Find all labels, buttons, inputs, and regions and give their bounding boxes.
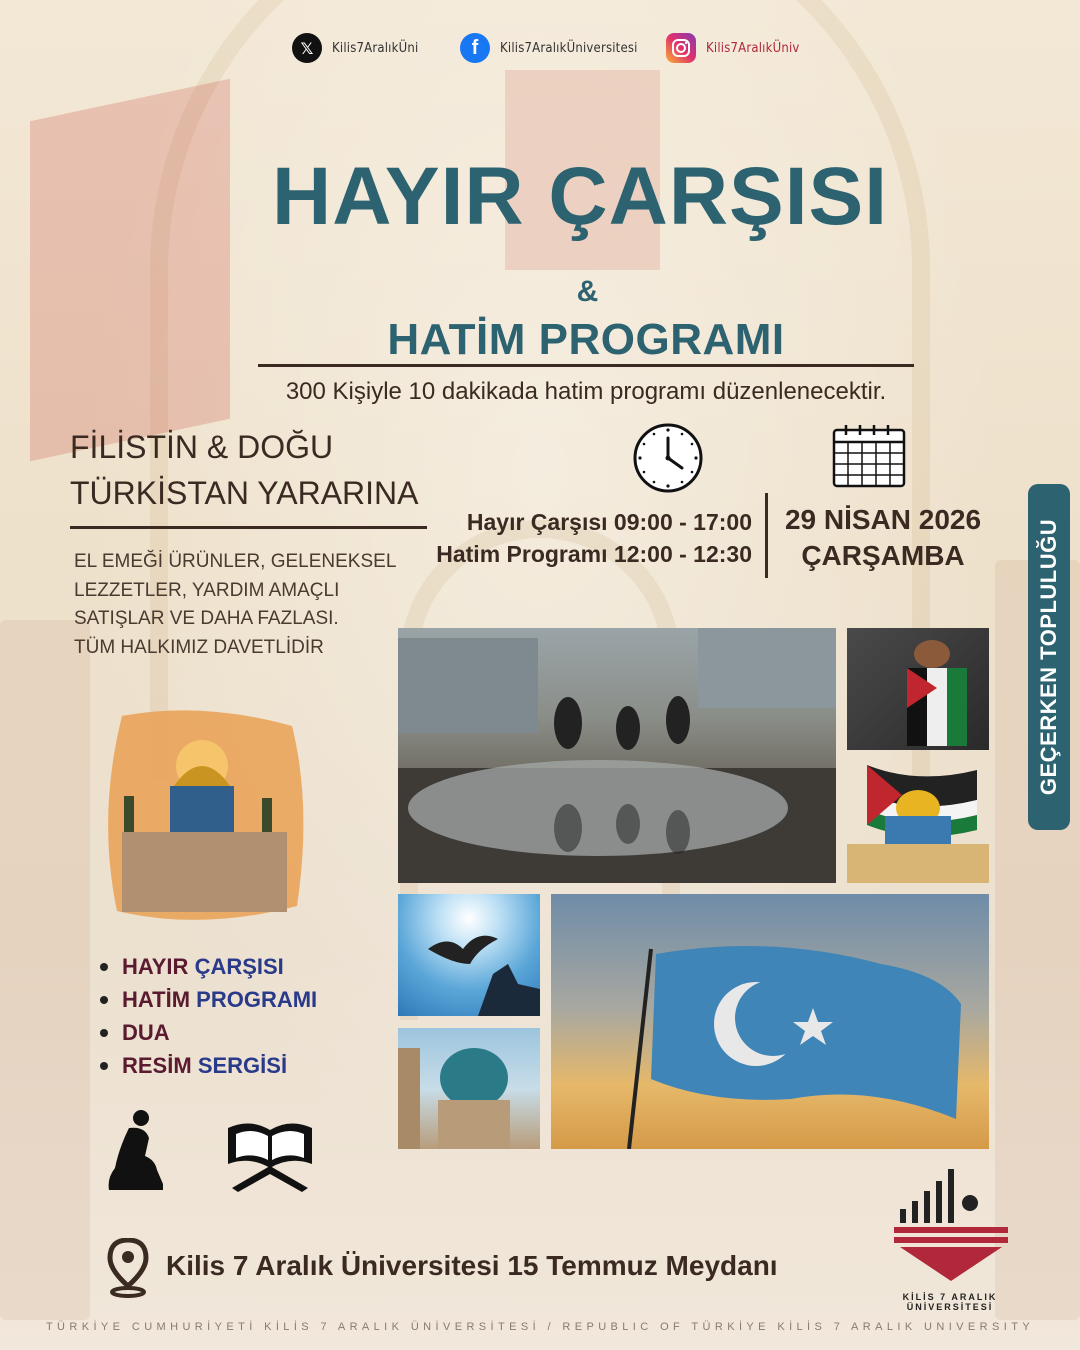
- instagram-handle: Kilis7AralıkÜniv: [706, 40, 800, 56]
- cause-heading: [70, 424, 419, 516]
- east-turkistan-flag-photo: [551, 894, 989, 1149]
- community-name: GEÇERKEN TOPLULUĞU: [1036, 518, 1061, 796]
- event-subtitle: HATİM PROGRAMI: [387, 315, 785, 364]
- event-description: [74, 548, 396, 662]
- al-aqsa-flag-illustration: [847, 760, 989, 883]
- dove-hands-photo: [398, 894, 540, 1016]
- list-item: [100, 950, 317, 983]
- list-item: [100, 1049, 317, 1082]
- logo-line: ÜNİVERSİTESİ: [906, 1302, 994, 1312]
- bullet-icon: [100, 1062, 108, 1070]
- activity-word: PROGRAMI: [196, 987, 318, 1012]
- date-day: 29 NİSAN 2026: [784, 504, 982, 535]
- date-weekday: ÇARŞAMBA: [801, 540, 965, 571]
- instagram-logo-icon: [666, 33, 696, 63]
- cause-line: FİLİSTİN & DOĞU: [70, 429, 334, 465]
- university-logo-text: [880, 1292, 1020, 1312]
- list-item: [100, 1016, 317, 1049]
- event-location: Kilis 7 Aralık Üniversitesi 15 Temmuz Meydanı: [166, 1250, 778, 1281]
- cause-line: TÜRKİSTAN YARARINA: [70, 475, 419, 511]
- background-stall: [0, 620, 90, 1320]
- jerusalem-illustration: [102, 706, 307, 926]
- x-link[interactable]: [292, 32, 418, 64]
- facebook-link[interactable]: [460, 32, 638, 64]
- divider: [258, 364, 914, 367]
- description-line: SATIŞLAR VE DAHA FAZLASI.: [74, 608, 339, 629]
- event-title: HAYIR ÇARŞISI: [272, 151, 888, 242]
- praying-man-icon: [105, 1108, 167, 1192]
- x-logo-icon: 𝕏: [292, 33, 322, 63]
- footer-text: TÜRKİYE CUMHURİYETİ KİLİS 7 ARALIK ÜNİVERSİTESİ / REPUBLIC OF TÜRKİYE KİLİS 7 ARALIK UNIVERSITY: [45, 1321, 1035, 1333]
- description-line: EL EMEĞİ ÜRÜNLER, GELENEKSEL: [74, 551, 397, 572]
- schedule-hatim: Hatim Programı 12:00 - 12:30: [436, 541, 752, 567]
- bullet-icon: [100, 996, 108, 1004]
- palestine-scarf-photo: [847, 628, 989, 750]
- bullet-icon: [100, 1029, 108, 1037]
- description-line: TÜM HALKIMIZ DAVETLİDİR: [74, 636, 324, 658]
- quran-icon: [222, 1118, 318, 1192]
- logo-line: KİLİS 7 ARALIK: [902, 1292, 998, 1302]
- schedule-bazaar: Hayır Çarşısı 09:00 - 17:00: [466, 509, 752, 535]
- divider: [765, 493, 768, 578]
- activity-word: SERGİSİ: [197, 1053, 288, 1078]
- facebook-handle: Kilis7AralıkÜniversitesi: [500, 40, 638, 56]
- title-ampersand: &: [576, 275, 599, 308]
- x-handle: Kilis7AralıkÜni: [332, 40, 419, 56]
- facebook-logo-icon: f: [460, 33, 490, 63]
- list-item: [100, 983, 317, 1016]
- event-tagline: 300 Kişiyle 10 dakikada hatim programı düzenlenecektir.: [285, 378, 887, 405]
- activities-list: [100, 950, 317, 1082]
- social-bar: [0, 32, 1080, 64]
- calendar-icon: [830, 422, 908, 490]
- activity-word: RESİM: [122, 1053, 192, 1078]
- schedule: [400, 506, 752, 570]
- description-line: LEZZETLER, YARDIM AMAÇLI: [74, 579, 340, 601]
- activity-word: HAYIR: [122, 954, 189, 979]
- instagram-link[interactable]: [666, 32, 800, 64]
- activity-word: DUA: [122, 1020, 170, 1045]
- activity-word: HATİM: [122, 987, 191, 1012]
- divider: [70, 526, 427, 529]
- clock-icon: [632, 422, 704, 494]
- community-tag: [1028, 484, 1070, 830]
- blue-dome-photo: [398, 1028, 540, 1149]
- event-date: [772, 502, 994, 574]
- bullet-icon: [100, 963, 108, 971]
- location-pin-icon: [106, 1238, 150, 1298]
- activity-word: ÇARŞISI: [194, 954, 284, 979]
- children-puddle-photo: [398, 628, 836, 883]
